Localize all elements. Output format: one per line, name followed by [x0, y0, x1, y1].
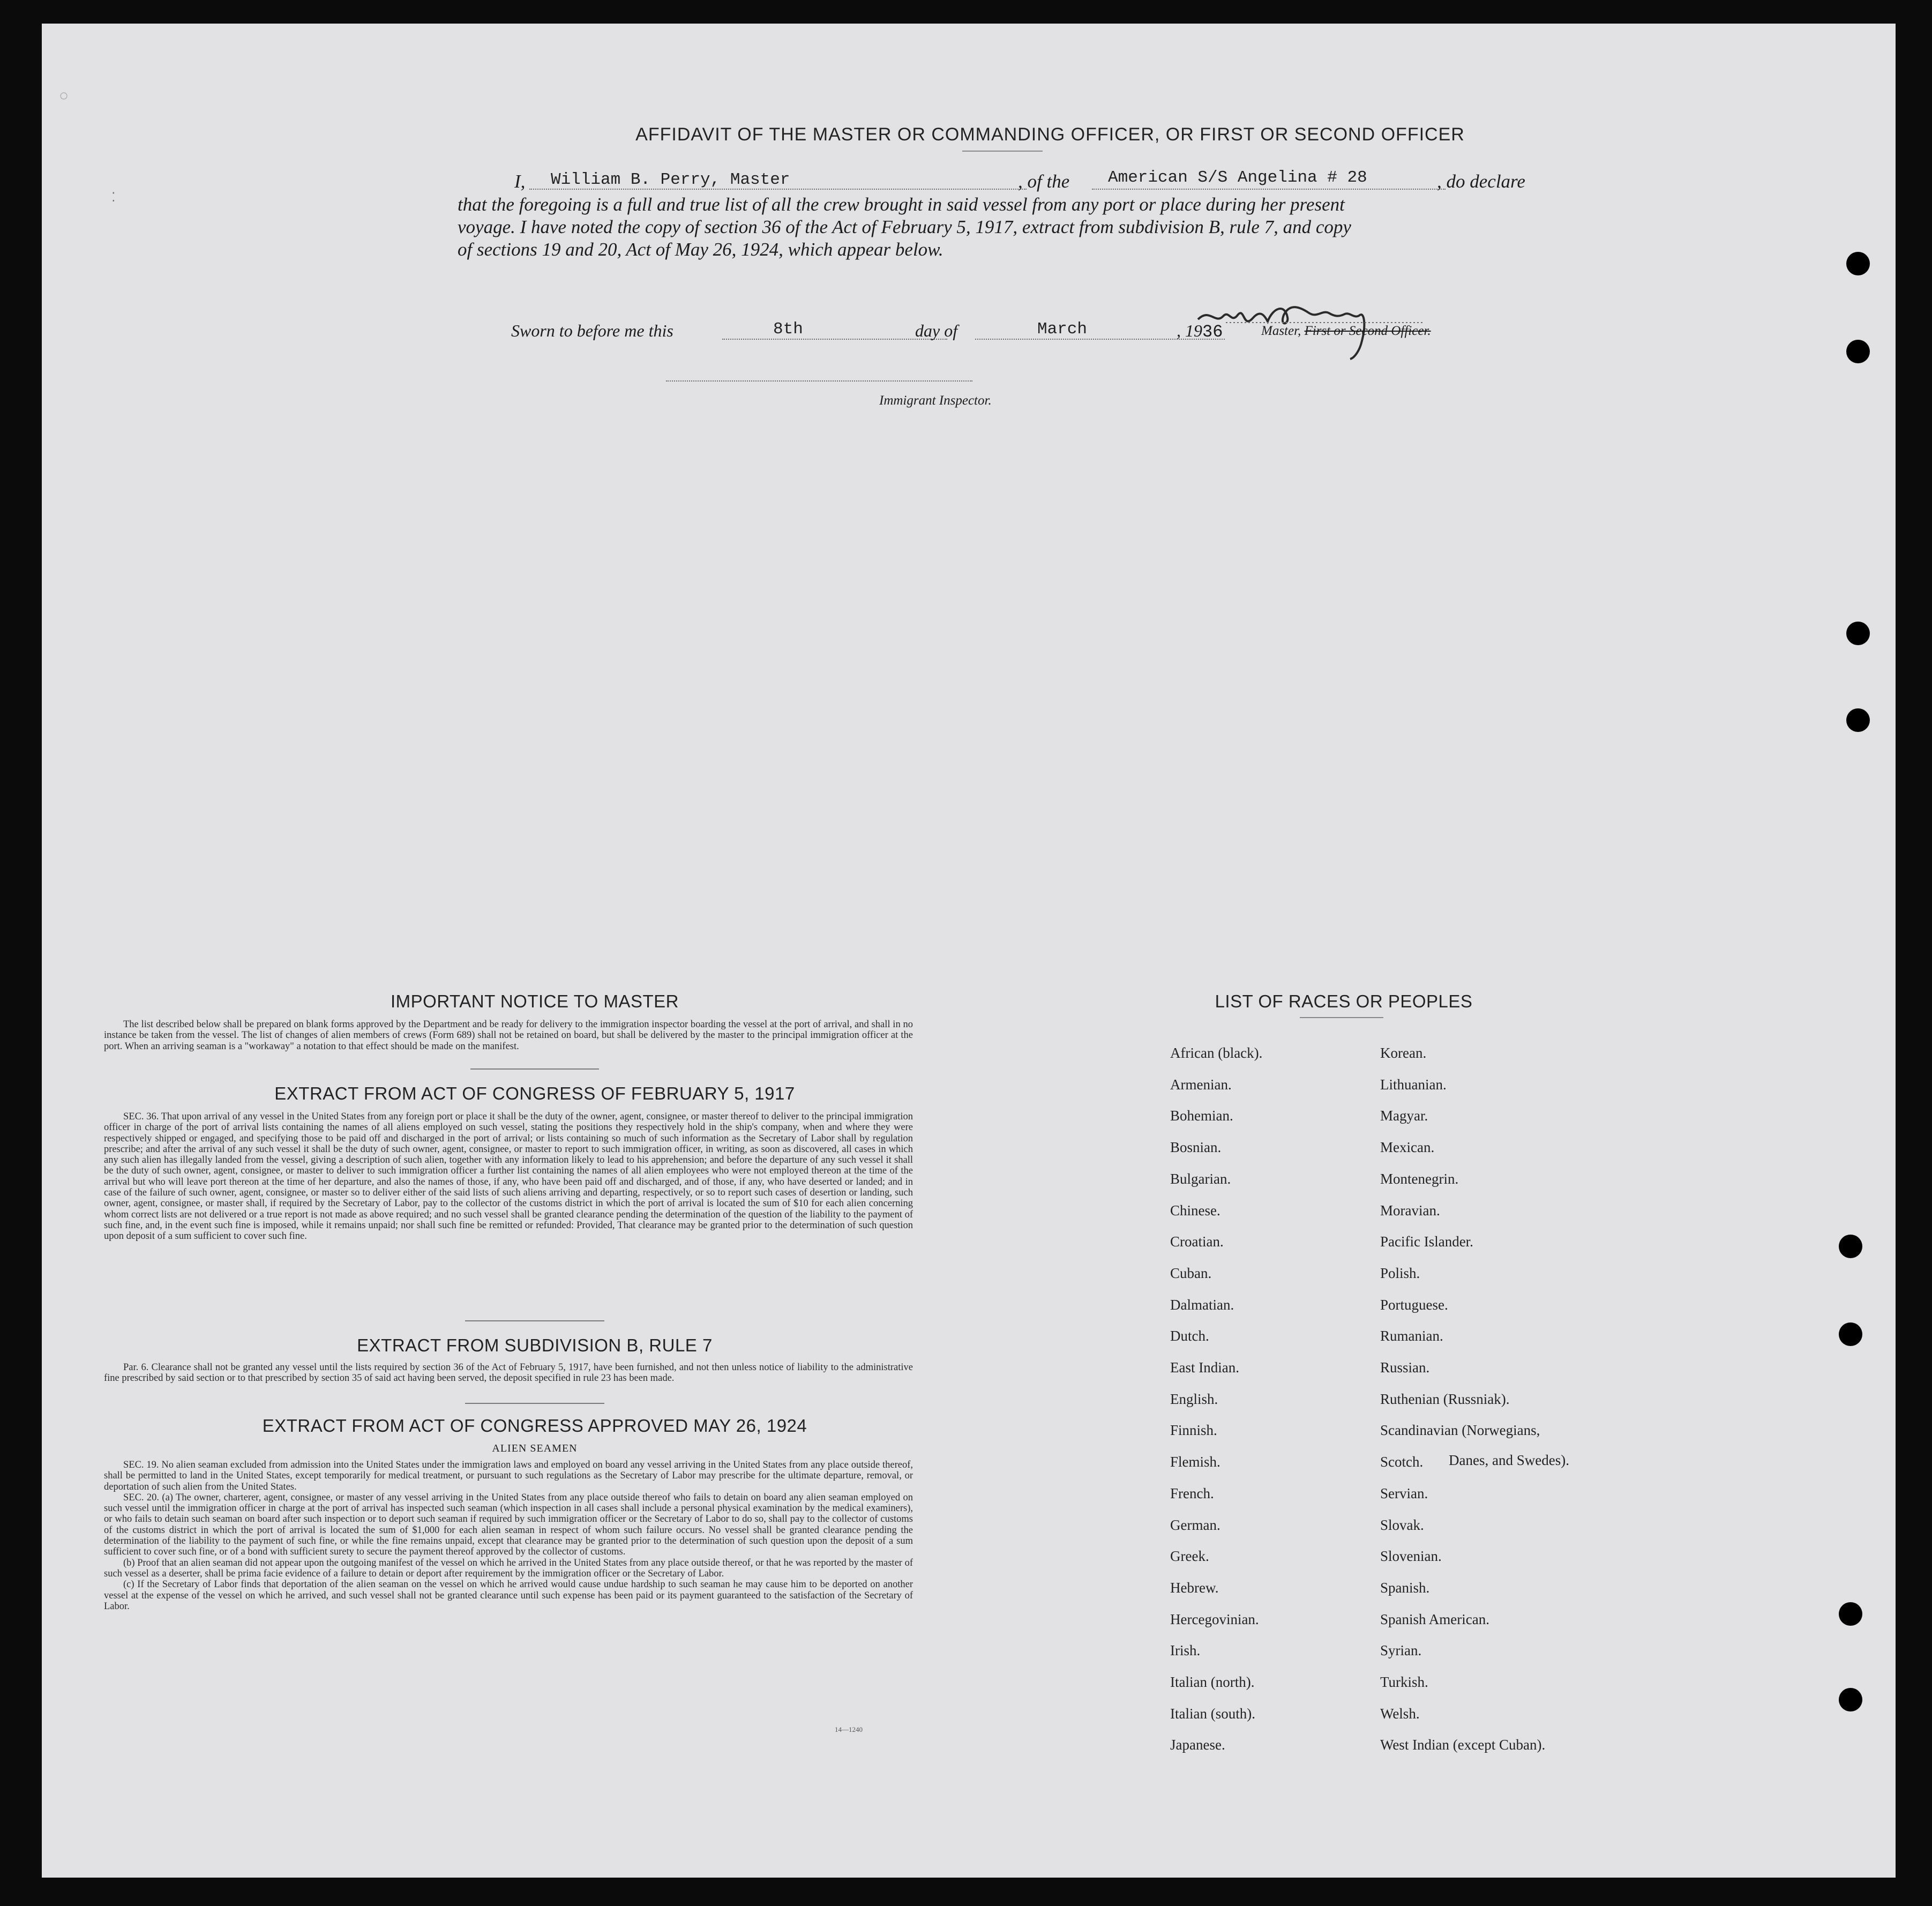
race-item: Armenian.	[1170, 1076, 1232, 1093]
punch-hole	[1846, 340, 1870, 363]
race-item: Hebrew.	[1170, 1579, 1219, 1596]
signature-caption	[1261, 324, 1431, 339]
vessel-name-value: American S/S Angelina # 28	[1108, 168, 1367, 187]
race-item: East Indian.	[1170, 1359, 1239, 1376]
affidavit-line3: voyage. I have noted the copy of section 36 of the Act of February 5, 1917, extract from subdivision B, rule 7, and copy	[458, 216, 1351, 237]
affidavit-line2: that the foregoing is a full and true list of all the crew brought in said vessel from any port or place during her present	[458, 194, 1345, 215]
sec-20a-paragraph: SEC. 20. (a) The owner, charterer, agent, consignee, or master of any vessel arriving in the United States from any place outside thereof who fails to detain on board any alien seaman employed on such vessel until the immigration officer in charge at the port of arrival has inspected such seaman (which inspection in all cases shall include a personal physical examination by the medical examiners), or who fails to detain such seaman on board after such inspection or to deport such seaman if required by such immigration officer or the Secretary of Labor to do so, shall pay to the collector of customs of the customs district in which the port of arrival is located the sum of $1,000 for each alien seaman in respect of whom such failure occurs. No vessel shall be granted clearance pending the determination of the liability to the payment of such fine, or while the fine remains unpaid, except that clearance may be granted prior to the determination of such question upon the deposit of a sum sufficient to cover such fine, or of a bond with sufficient surety to secure the payment thereof approved by the collector of customs.	[104, 1492, 913, 1558]
sec-20b-paragraph: (b) Proof that an alien seaman did not appear upon the outgoing manifest of the vessel on which he arrived in the United States from any place outside thereof, or that he was reported by the master of such vessel as a deserter, shall be prima facie evidence of a failure to detain or deport after requirement by the immigration officer or the Secretary of Labor.	[104, 1557, 913, 1579]
race-item: Mexican.	[1380, 1139, 1435, 1156]
extract-rule7-title: EXTRACT FROM SUBDIVISION B, RULE 7	[357, 1335, 713, 1355]
race-item: Irish.	[1170, 1642, 1201, 1659]
inspector-signature-line	[666, 380, 972, 382]
race-item: Greek.	[1170, 1548, 1209, 1565]
affidavit-line1-suffix: , do declare	[1437, 171, 1525, 192]
race-item: Korean.	[1380, 1045, 1427, 1061]
divider	[465, 1403, 604, 1404]
race-item: Bulgarian.	[1170, 1170, 1231, 1187]
race-item: Cuban.	[1170, 1265, 1212, 1281]
race-item: Syrian.	[1380, 1642, 1422, 1659]
affidavit-line4: of sections 19 and 20, Act of May 26, 1924, which appear below.	[458, 239, 943, 260]
divider	[465, 1320, 604, 1321]
race-item: Finnish.	[1170, 1422, 1217, 1439]
race-item: Slovenian.	[1380, 1548, 1442, 1565]
master-name-value: William B. Perry, Master	[551, 170, 790, 189]
extract-1924-text	[104, 1460, 913, 1612]
sworn-prefix: Sworn to before me this	[511, 321, 673, 340]
race-item: Scandinavian (Norwegians,	[1380, 1422, 1540, 1439]
signature-caption-master: Master,	[1261, 324, 1301, 338]
race-item: Servian.	[1380, 1485, 1428, 1501]
punch-hole	[1846, 708, 1870, 732]
punch-hole	[1839, 1322, 1862, 1346]
races-title-underline	[1300, 1017, 1383, 1018]
form-number: 14—1240	[835, 1725, 863, 1733]
sworn-day-line	[722, 339, 947, 340]
race-item: Welsh.	[1380, 1705, 1420, 1722]
signature-caption-struck: First or Second Officer.	[1304, 324, 1431, 338]
race-item: Russian.	[1380, 1359, 1430, 1376]
affidavit-line1-mid: , of the	[1018, 171, 1070, 192]
divider	[470, 1068, 599, 1070]
notice-title: IMPORTANT NOTICE TO MASTER	[390, 991, 679, 1011]
race-item: Spanish American.	[1380, 1611, 1489, 1627]
sec-20c-paragraph: (c) If the Secretary of Labor finds that deportation of the alien seaman on the vessel on which he arrived would cause undue hardship to such seaman he may cause him to be deported on another vessel at the expense of the vessel on which he arrived, and such vessel shall not be granted clearance until such expense has been paid or its payment guaranteed to the satisfaction of the Secretary of Labor.	[104, 1579, 913, 1612]
alien-seamen-subtitle: ALIEN SEAMEN	[492, 1442, 578, 1454]
race-item: African (black).	[1170, 1045, 1263, 1061]
sec-19-paragraph: SEC. 19. No alien seaman excluded from admission into the United States under the immigration laws and employed on board any vessel arriving in the United States from any place outside thereof, shall be permitted to land in the United States, except temporarily for medical treatment, or pursuant to such regulations as the Secretary of Labor may prescribe for the ultimate departure, removal, or deportation of such alien from the United States.	[104, 1460, 913, 1492]
race-item: Italian (north).	[1170, 1674, 1255, 1690]
title-underline	[962, 151, 1043, 152]
race-item: Flemish.	[1170, 1454, 1220, 1470]
sworn-year	[1177, 321, 1223, 342]
document-page	[42, 24, 1896, 1878]
race-item: Turkish.	[1380, 1674, 1428, 1690]
race-item: Italian (south).	[1170, 1705, 1255, 1722]
races-title: LIST OF RACES OR PEOPLES	[1215, 991, 1473, 1011]
par-6-paragraph: Par. 6. Clearance shall not be granted any vessel until the lists required by section 36 of the Act of February 5, 1917, have been furnished, and not then unless notice of liability to the administrative fine prescribed by said section or to that prescribed by section 35 of said act having been served, the deposit specified in rule 23 has been made.	[104, 1362, 913, 1384]
race-item: Croatian.	[1170, 1234, 1224, 1250]
race-item: Polish.	[1380, 1265, 1420, 1281]
punch-hole	[1839, 1688, 1862, 1711]
extract-1924-title: EXTRACT FROM ACT OF CONGRESS APPROVED MAY 26, 1924	[262, 1416, 807, 1436]
race-item: Lithuanian.	[1380, 1076, 1447, 1093]
race-item: English.	[1170, 1391, 1218, 1407]
section-36-paragraph: SEC. 36. That upon arrival of any vessel in the United States from any foreign port or place it shall be the duty of the owner, agent, consignee, or master thereof to deliver to the principal immigration officer in charge of the port of arrival lists containing the names of all aliens employed on such vessel, stating the positions they respectively hold in the ship's company, when and where they were respectively shipped or engaged, and specifying those to be paid off and discharged in the port of arrival; or lists containing so much of such information as the Secretary of Labor shall by regulation prescribe; and after the arrival of any such vessel it shall be the duty of such owner, agent, consignee, or master to report to such immigration officer, in writing, as soon as discovered, all cases in which any such alien has illegally landed from the vessel, giving a description of such alien, together with any information likely to lead to his apprehension; and before the departure of any such vessel it shall be the duty of such owner, agent, consignee, or master to deliver to such immigration officer a further list containing the names of all alien employees who were not employed thereon at the time of the arrival but who will leave port thereon at the time of her departure, and also the names of those, if any, who have been paid off and discharged, and of those, if any, who have deserted or landed; and in case of the failure of such owner, agent, consignee, or master so to deliver either of the said lists of such aliens arriving and departing, respectively, or so to report such cases of desertion or landing, such owner, agent, consignee, or master shall, if required by the Secretary of Labor, pay to the collector of the customs district in which the port of arrival is located the sum of $10 for each alien concerning whom correct lists are not delivered or a true report is not made as above required; and no such vessel shall be granted clearance pending the determination of the question of the liability to the payment of such fine, and, in the event such fine is imposed, while it remains unpaid; nor shall such fine be remitted or refunded: Provided, That clearance may be granted prior to the determination of such question upon deposit of a sum sufficient to cover such fine.	[104, 1111, 913, 1242]
vessel-name-field-line	[1092, 189, 1446, 190]
affidavit-line1-prefix: I,	[514, 171, 526, 192]
race-item: French.	[1170, 1485, 1214, 1501]
race-item: Bosnian.	[1170, 1139, 1222, 1156]
inspector-caption: Immigrant Inspector.	[879, 393, 992, 408]
race-item: West Indian (except Cuban).	[1380, 1737, 1546, 1753]
sworn-month-value: March	[1037, 320, 1088, 339]
race-item: Dutch.	[1170, 1328, 1209, 1344]
scan-mark: ○	[59, 87, 69, 104]
race-item: Spanish.	[1380, 1579, 1430, 1596]
sworn-year-prefix: , 19	[1177, 321, 1202, 340]
notice-text	[104, 1019, 913, 1052]
race-item: Scotch.	[1380, 1454, 1424, 1470]
race-item: Bohemian.	[1170, 1108, 1233, 1124]
punch-hole	[1839, 1235, 1862, 1258]
affidavit-title: AFFIDAVIT OF THE MASTER OR COMMANDING OFFICER, OR FIRST OR SECOND OFFICER	[635, 124, 1465, 145]
race-item: Moravian.	[1380, 1202, 1440, 1219]
notice-paragraph: The list described below shall be prepared on blank forms approved by the Department and be ready for delivery to the immigration inspector boarding the vessel at the port of arrival, and shall in no instance be taken from the vessel. The list of changes of alien members of crews (Form 689) shall not be retained on board, but shall be delivered by the master to the principal immigration officer at the port. When an arriving seaman is a "workaway" a notation to that effect should be made on the manifest.	[104, 1019, 913, 1052]
race-item: Hercegovinian.	[1170, 1611, 1259, 1627]
extract-1917-title: EXTRACT FROM ACT OF CONGRESS OF FEBRUARY 5, 1917	[274, 1083, 795, 1103]
sworn-dayof: day of	[915, 321, 958, 340]
race-item: Rumanian.	[1380, 1328, 1443, 1344]
scan-speck: ⁚	[111, 191, 116, 205]
race-item: Ruthenian (Russniak).	[1380, 1391, 1510, 1407]
punch-hole	[1846, 252, 1870, 275]
race-item-continuation: Danes, and Swedes).	[1449, 1452, 1569, 1468]
punch-hole	[1839, 1602, 1862, 1626]
race-item: Chinese.	[1170, 1202, 1220, 1219]
race-item: Pacific Islander.	[1380, 1234, 1473, 1250]
punch-hole	[1846, 622, 1870, 645]
race-item: Japanese.	[1170, 1737, 1225, 1753]
sworn-day-value: 8th	[773, 320, 803, 339]
race-item: Slovak.	[1380, 1516, 1424, 1533]
race-item: Montenegrin.	[1380, 1170, 1459, 1187]
extract-rule7-text	[104, 1362, 913, 1384]
race-item: Dalmatian.	[1170, 1296, 1234, 1313]
race-item: Portuguese.	[1380, 1296, 1448, 1313]
extract-1917-text	[104, 1111, 913, 1242]
sworn-year-value: 36	[1202, 322, 1223, 342]
race-item: Magyar.	[1380, 1108, 1428, 1124]
race-item: German.	[1170, 1516, 1220, 1533]
